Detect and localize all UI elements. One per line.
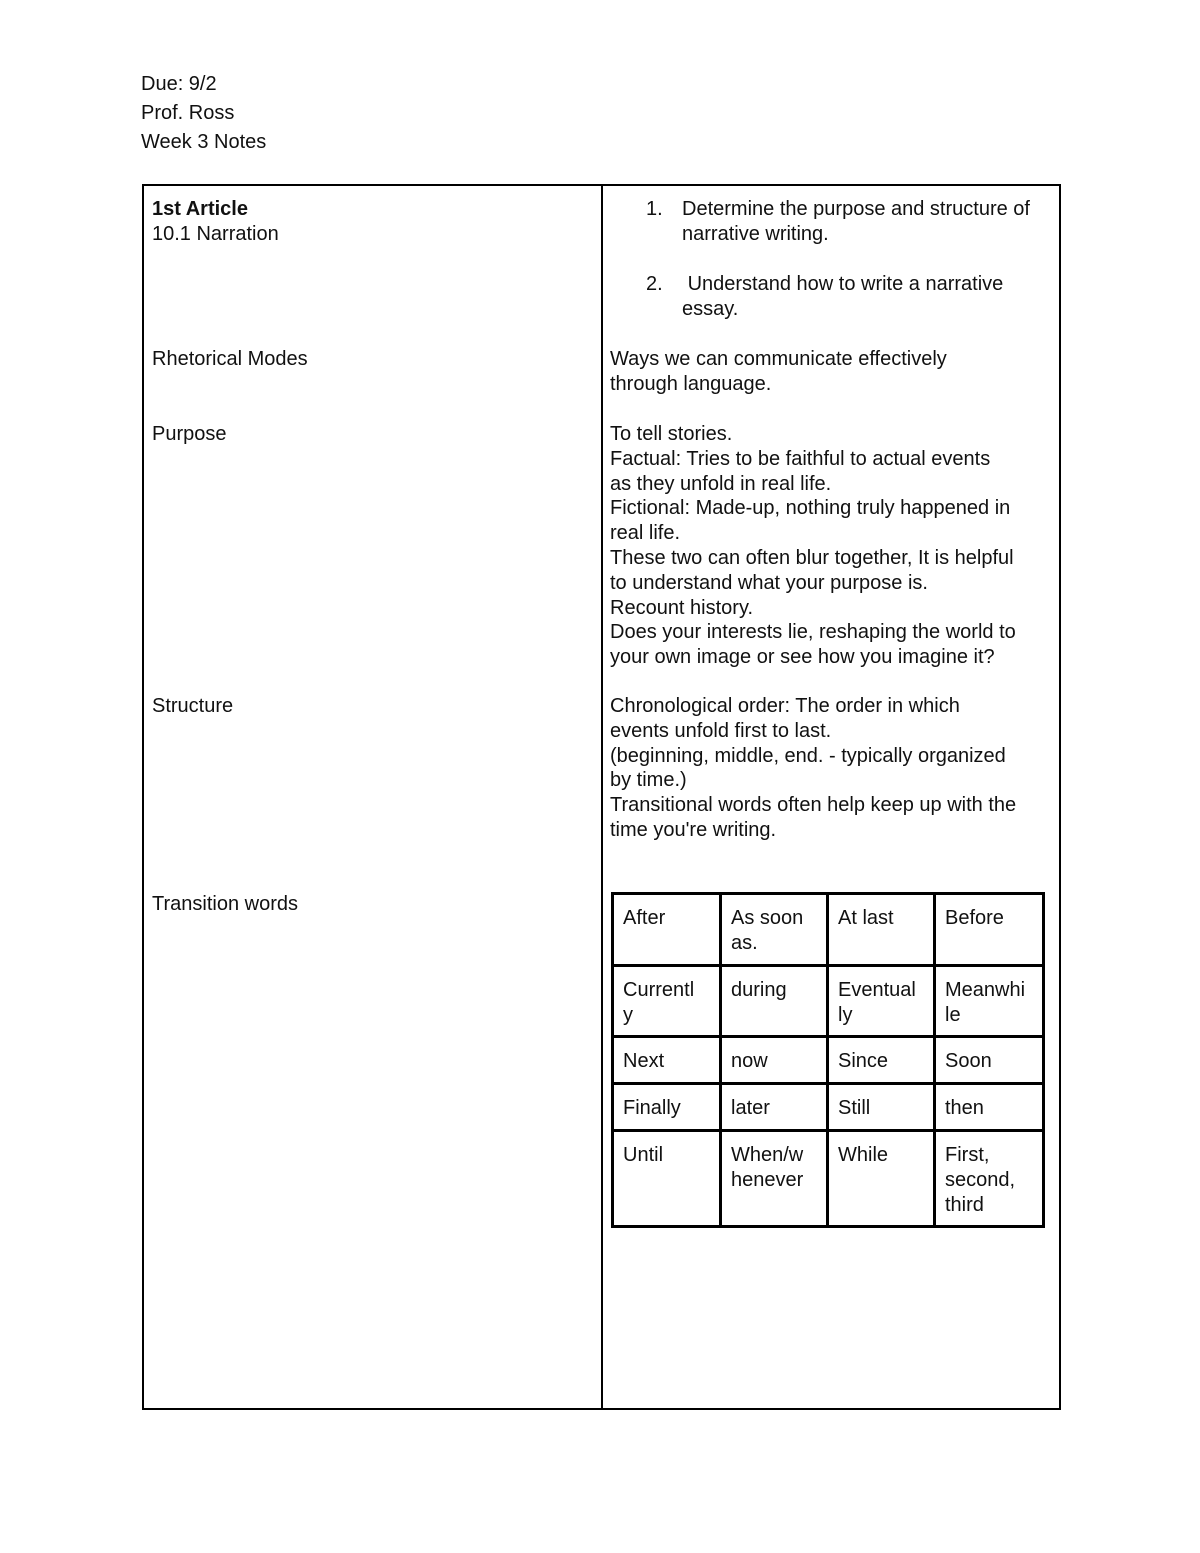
table-cell: during bbox=[721, 966, 828, 1037]
table-cell: Before bbox=[935, 894, 1044, 966]
table-row bbox=[613, 1084, 1044, 1131]
table-row bbox=[613, 1037, 1044, 1084]
note-line: These two can often blur together, It is helpful bbox=[610, 546, 1014, 569]
table-cell: Next bbox=[613, 1037, 721, 1084]
structure-label: Structure bbox=[152, 695, 234, 717]
table-cell: When/w henever bbox=[721, 1131, 828, 1227]
table-cell: Still bbox=[828, 1084, 935, 1131]
table-cell: Until bbox=[613, 1131, 721, 1227]
rhetorical-modes-notes bbox=[610, 347, 1054, 397]
table-row bbox=[613, 894, 1044, 966]
table-cell: At last bbox=[828, 894, 935, 966]
objective-text: Understand how to write a narrative essay. bbox=[682, 273, 1009, 320]
transition-words-table bbox=[611, 892, 1045, 1228]
week-title: Week 3 Notes bbox=[141, 131, 267, 153]
due-date: Due: 9/2 bbox=[141, 73, 217, 95]
note-line: Chronological order: The order in which bbox=[610, 695, 960, 717]
note-line: Fictional: Made-up, nothing truly happened in bbox=[610, 497, 1011, 520]
table-cell: While bbox=[828, 1131, 935, 1227]
note-line: Ways we can communicate effectively bbox=[610, 348, 947, 370]
note-line: To tell stories. bbox=[610, 423, 733, 445]
table-row bbox=[613, 1131, 1044, 1227]
table-cell: Since bbox=[828, 1037, 935, 1084]
note-line: your own image or see how you imagine it? bbox=[610, 646, 995, 669]
document-header bbox=[141, 70, 266, 157]
transition-words-label: Transition words bbox=[152, 893, 298, 915]
article-title: 1st Article bbox=[152, 198, 248, 220]
objective-item bbox=[610, 197, 1052, 247]
table-cell: then bbox=[935, 1084, 1044, 1131]
objectives-list bbox=[610, 197, 1052, 322]
purpose-label: Purpose bbox=[152, 423, 227, 445]
purpose-notes bbox=[610, 422, 1054, 670]
objective-item bbox=[610, 272, 1052, 322]
table-cell: After bbox=[613, 894, 721, 966]
note-line: Transitional words often help keep up with the bbox=[610, 794, 1017, 817]
table-cell: later bbox=[721, 1084, 828, 1131]
table-cell: As soon as. bbox=[721, 894, 828, 966]
table-cell: Eventual ly bbox=[828, 966, 935, 1037]
note-line: events unfold first to last. bbox=[610, 719, 832, 742]
note-line: through language. bbox=[610, 372, 772, 395]
note-line: by time.) bbox=[610, 769, 687, 792]
column-divider bbox=[601, 186, 603, 1408]
cornell-notes-table bbox=[142, 184, 1061, 1410]
table-cell: First, second, third bbox=[935, 1131, 1044, 1227]
rhetorical-modes-label: Rhetorical Modes bbox=[152, 348, 308, 370]
objective-number: 1. bbox=[646, 198, 663, 220]
professor-name: Prof. Ross bbox=[141, 102, 235, 124]
note-line: time you're writing. bbox=[610, 818, 777, 841]
note-line: real life. bbox=[610, 522, 681, 545]
table-row bbox=[613, 966, 1044, 1037]
table-cell: Currentl y bbox=[613, 966, 721, 1037]
note-line: (beginning, middle, end. - typically organized bbox=[610, 744, 1006, 767]
table-cell: Finally bbox=[613, 1084, 721, 1131]
note-line: as they unfold in real life. bbox=[610, 472, 832, 495]
structure-notes bbox=[610, 694, 1054, 843]
objective-text: Determine the purpose and structure of narrative writing. bbox=[682, 198, 1030, 245]
note-line: Does your interests lie, reshaping the world to bbox=[610, 621, 1016, 644]
table-cell: Meanwhi le bbox=[935, 966, 1044, 1037]
note-line: Recount history. bbox=[610, 596, 754, 619]
article-section: 10.1 Narration bbox=[152, 223, 279, 245]
note-line: Factual: Tries to be faithful to actual events bbox=[610, 447, 991, 470]
table-cell: Soon bbox=[935, 1037, 1044, 1084]
table-cell: now bbox=[721, 1037, 828, 1084]
note-line: to understand what your purpose is. bbox=[610, 571, 928, 594]
objective-number: 2. bbox=[646, 273, 663, 295]
